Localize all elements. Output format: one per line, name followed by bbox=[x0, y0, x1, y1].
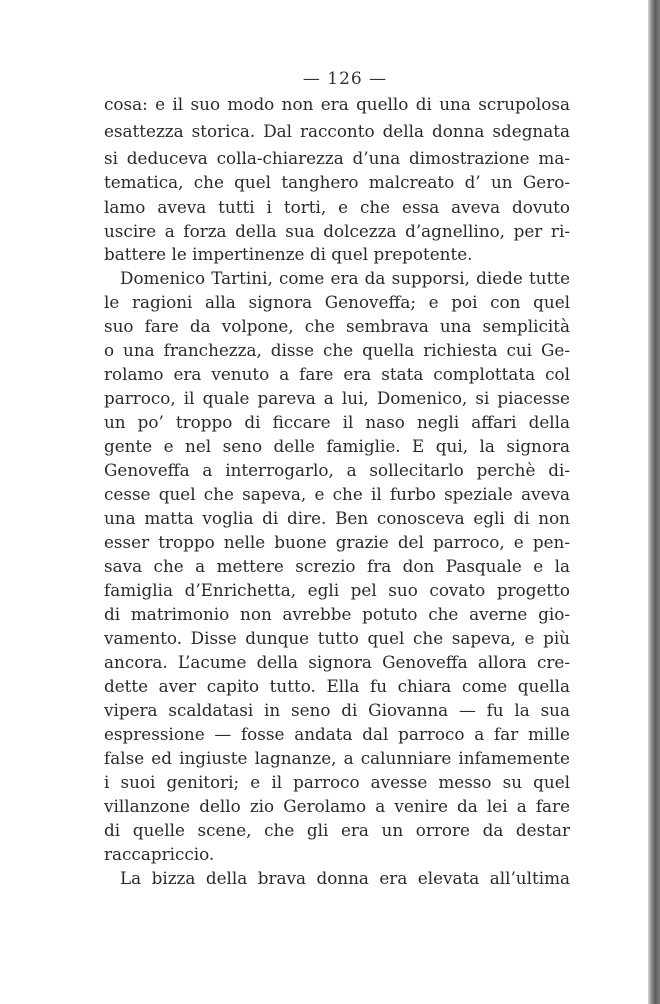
text-line: rolamo era venuto a fare era stata complottata col bbox=[104, 364, 570, 384]
text-line: La bizza della brava donna era elevata all’ultima bbox=[120, 868, 570, 888]
page-edge-shadow bbox=[648, 0, 660, 1004]
text-line: i suoi genitori; e il parroco avesse messo su quel bbox=[104, 772, 570, 792]
text-line: dette aver capito tutto. Ella fu chiara come quella bbox=[104, 676, 570, 696]
text-line: sava che a mettere screzio fra don Pasquale e la bbox=[104, 556, 570, 576]
page-number: — 126 — bbox=[302, 69, 388, 89]
text-line: le ragioni alla signora Genoveffa; e poi con quel bbox=[104, 292, 570, 312]
text-line: suo fare da volpone, che sembrava una semplicità bbox=[104, 316, 570, 336]
text-line: espressione — fosse andata dal parroco a far mille bbox=[104, 724, 570, 744]
text-line: villanzone dello zio Gerolamo a venire da lei a fare bbox=[104, 796, 570, 816]
text-line: gente e nel seno delle famiglie. E qui, la signora bbox=[104, 436, 570, 456]
text-line: cosa: e il suo modo non era quello di una scrupolosa bbox=[104, 94, 570, 114]
text-line: famiglia d’Enrichetta, egli pel suo covato progetto bbox=[104, 580, 570, 600]
text-line: cesse quel che sapeva, e che il furbo speziale aveva bbox=[104, 484, 570, 504]
text-line: vamento. Disse dunque tutto quel che sapeva, e più bbox=[104, 628, 570, 648]
text-line: di matrimonio non avrebbe potuto che averne gio- bbox=[104, 604, 570, 624]
text-line: vipera scaldatasi in seno di Giovanna — fu la sua bbox=[104, 700, 570, 720]
text-line: esser troppo nelle buone grazie del parroco, e pen- bbox=[104, 532, 570, 552]
text-line: parroco, il quale pareva a lui, Domenico, si piacesse bbox=[104, 388, 570, 408]
text-line: lamo aveva tutti i torti, e che essa aveva dovuto bbox=[104, 197, 570, 217]
text-line: uscire a forza della sua dolcezza d’agnellino, per ri- bbox=[104, 221, 570, 241]
text-line: un po’ troppo di ficcare il naso negli affari della bbox=[104, 412, 570, 432]
text-line: false ed ingiuste lagnanze, a calunniare infamemente bbox=[104, 748, 570, 768]
text-line: ancora. L’acume della signora Genoveffa allora cre- bbox=[104, 652, 570, 672]
text-line: battere le impertinenze di quel prepotente. bbox=[104, 244, 473, 264]
text-line: una matta voglia di dire. Ben conosceva egli di non bbox=[104, 508, 570, 528]
text-line: si deduceva colla-chiarezza d’una dimostrazione ma- bbox=[104, 148, 570, 168]
text-line: esattezza storica. Dal racconto della donna sdegnata bbox=[104, 121, 570, 141]
text-line: Genoveffa a interrogarlo, a sollecitarlo perchè di- bbox=[104, 460, 570, 480]
text-line: tematica, che quel tanghero malcreato d’ un Gero- bbox=[104, 172, 570, 192]
text-line: Domenico Tartini, come era da supporsi, diede tutte bbox=[120, 268, 570, 288]
text-line: di quelle scene, che gli era un orrore da destar bbox=[104, 820, 570, 840]
text-line: raccapriccio. bbox=[104, 844, 215, 864]
text-line: o una franchezza, disse che quella richiesta cui Ge- bbox=[104, 340, 570, 360]
